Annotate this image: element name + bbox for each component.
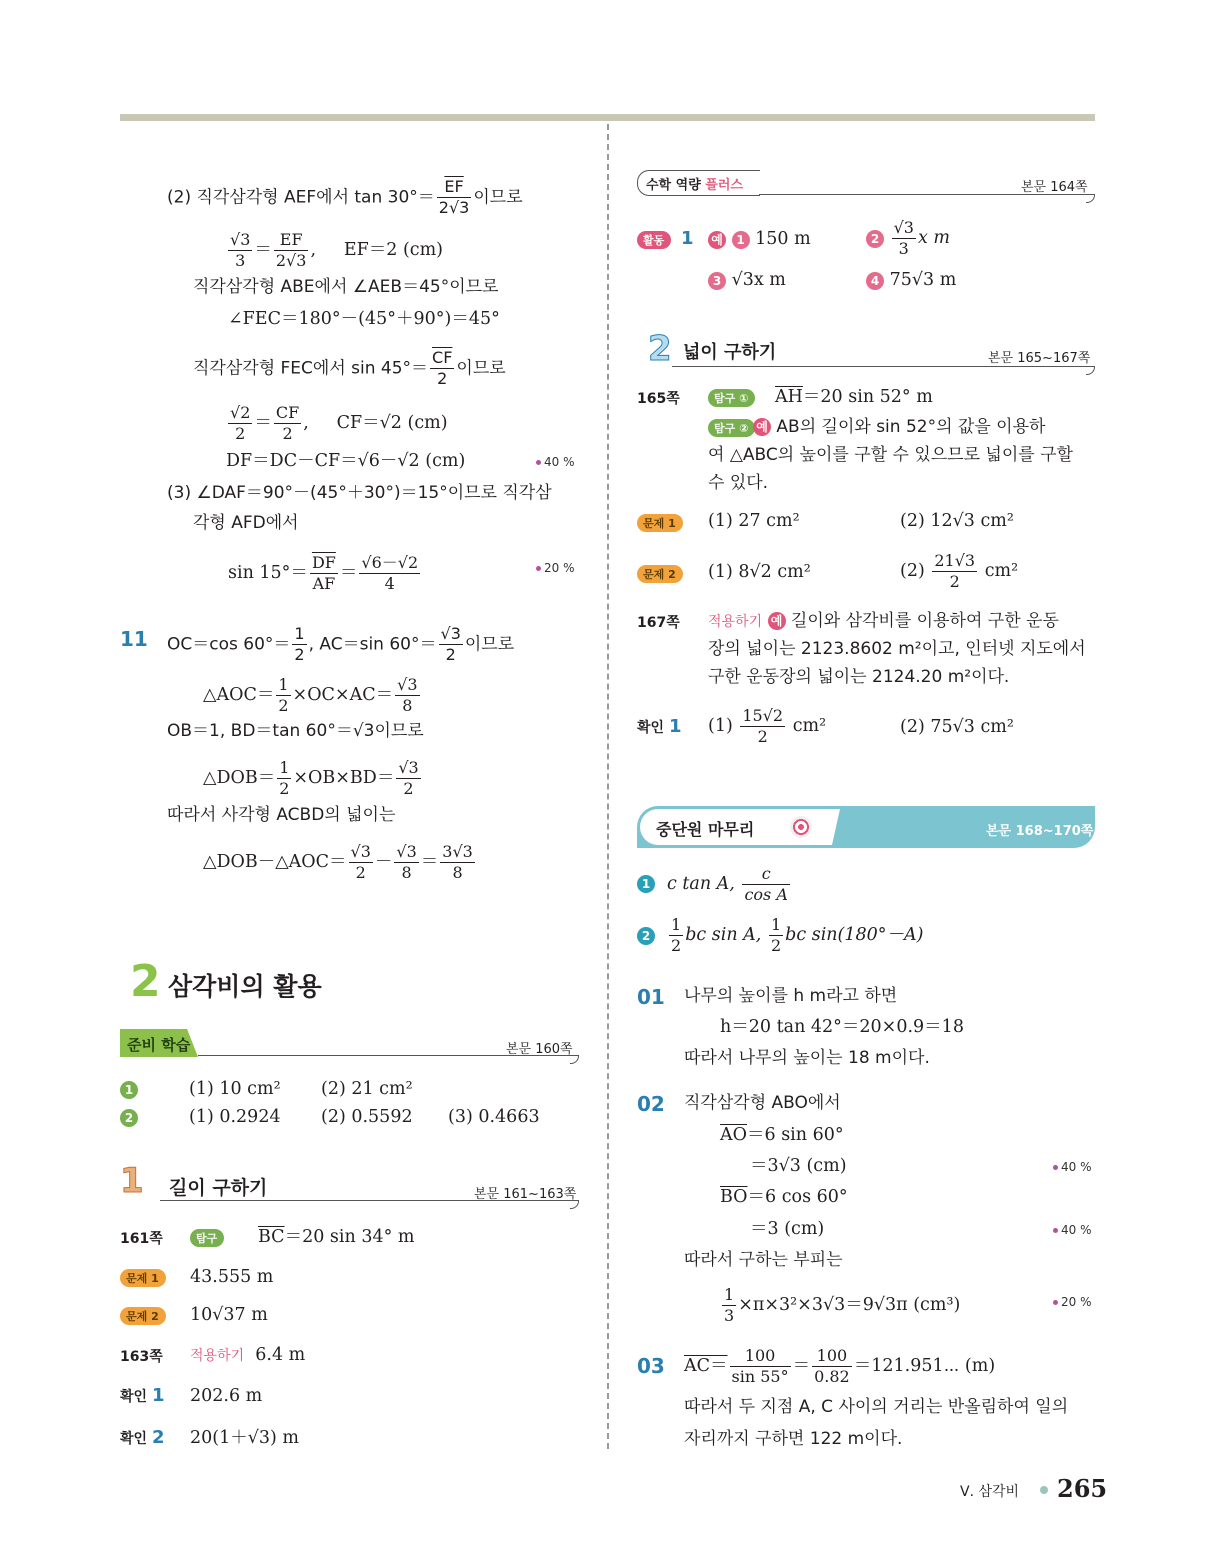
answer: 43.555 m (190, 1267, 274, 1287)
problem-tag: 문제 1 (120, 1269, 166, 1287)
apply-line: 적용하기 6.4 m (190, 1345, 306, 1365)
explore-tag: 탐구 ② (708, 419, 755, 437)
q11-line1: OC＝cos 60°＝ $\frac{1}{2}$ , AC＝sin 60°＝ $\frac{√3}{2}$ 이므로 (167, 624, 515, 664)
q11-line4: △DOB＝ $\frac{1}{2}$ ×OB×BD＝ $\frac{√3}{2}$ (203, 758, 419, 798)
q02-line1: 직각삼각형 ABO에서 (684, 1093, 841, 1113)
p3-line2: 각형 AFD에서 (193, 513, 299, 533)
top-rule (120, 114, 1095, 121)
activity-tag: 활동 (637, 231, 671, 249)
q02-line7: $\frac{1}{3}$ ×π×3²×3√3＝9√3π (cm³) (724, 1285, 961, 1325)
answer: $\overline{BC}=20$ sin 34° m (258, 1227, 415, 1247)
subsection-number: 2 (648, 329, 672, 369)
p3-line3: sin 15°＝ $\frac{\overline{DF}}{AF}$ ＝ $\frac{√6-√2}{4}$ (228, 553, 419, 593)
subsection-title: 길이 구하기 (169, 1177, 268, 1199)
review-2: 2 (637, 924, 655, 946)
review-1: 1 (637, 872, 655, 894)
p2-line3: 직각삼각형 ABE에서 ∠AEB＝45°이므로 (193, 277, 499, 297)
question-number: 01 (637, 985, 665, 1009)
answer: (2) $\frac{21√3}{2}$ cm² (900, 551, 1019, 591)
q01-line3: 따라서 나무의 높이는 18 m이다. (684, 1048, 930, 1068)
chapter-label: Ⅴ. 삼각비 (960, 1484, 1020, 1500)
answer: (2) 12√3 cm² (900, 511, 1014, 531)
explore-tag: 탐구 ① (708, 389, 755, 407)
prep-row2-b: (2) 0.5592 (321, 1107, 413, 1127)
review-title: 중단원 마무리 (656, 820, 755, 839)
problem-tag: 문제 1 (637, 514, 683, 532)
answer: 10√37 m (190, 1305, 268, 1325)
check-label: 확인 1 (120, 1385, 165, 1406)
prep-row1-b: (2) 21 cm² (321, 1079, 413, 1099)
answer: $\overline{AH}=20$ sin 52° m (775, 387, 933, 407)
section-number: 2 (130, 956, 161, 1007)
p2-line6: $\frac{√2}{2}$ ＝ $\frac{CF}{2}$ , CF＝√2 (cm) (230, 403, 448, 443)
q02-line5: ＝3 (cm) (750, 1219, 825, 1239)
page-label: 165쪽 (637, 391, 680, 407)
p3-line1: (3) ∠DAF＝90°－(45°＋30°)＝15°이므로 직각삼 (167, 483, 552, 503)
problem-tag: 문제 2 (120, 1307, 166, 1325)
score-percent: 20 % (536, 561, 575, 575)
explore-tag: 탐구 (190, 1229, 224, 1247)
subsection-number: 1 (120, 1161, 144, 1201)
plus-answer-1: 예 1 150 m (708, 228, 811, 250)
q02-line6: 따라서 구하는 부피는 (684, 1250, 843, 1270)
score-percent: 40 % (1053, 1160, 1092, 1174)
p2-line5: 직각삼각형 FEC에서 sin 45°＝ $\frac{\overline{CF}}{2}$ 이므로 (193, 348, 506, 388)
prep-row1: 1 (120, 1078, 138, 1100)
p2-line2: $\frac{√3}{3}$ ＝ $\frac{EF}{2√3}$ , EF＝2 (cm) (230, 230, 443, 270)
prep-row1-a: (1) 10 cm² (189, 1079, 281, 1099)
p167-line2: 장의 넓이는 2123.8602 m²이고, 인터넷 지도에서 (708, 639, 1086, 659)
plus-answer-4: 4 75√3 m (866, 269, 956, 291)
q01-line1: 나무의 높이를 h m라고 하면 (684, 986, 898, 1006)
answer: 20(1＋√3) m (190, 1428, 299, 1448)
q11-line6: △DOB－△AOC＝ $\frac{√3}{2}$ － $\frac{√3}{8}$ ＝ $\frac{3√3}{8}$ (203, 842, 473, 882)
prep-label: 준비 학습 (127, 1036, 191, 1054)
problem-tag: 문제 2 (637, 565, 683, 583)
answer: (1) 27 cm² (708, 511, 800, 531)
q11-line2: △AOC＝ $\frac{1}{2}$ ×OC×AC＝ $\frac{√3}{8}$ (203, 675, 418, 715)
q11-line3: OB＝1, BD＝tan 60°＝√3이므로 (167, 721, 424, 741)
page-reference: 본문 168~170쪽 (986, 824, 1094, 839)
answer: (2) 75√3 cm² (900, 717, 1014, 737)
q02-line2: $\overline{AO}=6$ sin 60° (720, 1125, 844, 1145)
answer: (1) 8√2 cm² (708, 562, 811, 582)
question-number: 11 (120, 627, 148, 651)
q02-line3: ＝3√3 (cm) (750, 1156, 847, 1176)
check-label: 확인 1 (637, 716, 682, 737)
p165-line1: 예 AB의 길이와 sin 52°의 값을 이용하 (775, 416, 1045, 438)
page-number: 265 (1057, 1474, 1108, 1503)
p165-line2: 여 △ABC의 높이를 구할 수 있으므로 넓이를 구할 (708, 445, 1073, 465)
page-label: 163쪽 (120, 1349, 163, 1365)
q03-line3: 자리까지 구하면 122 m이다. (684, 1429, 903, 1449)
p2-line7: DF＝DC－CF＝√6－√2 (cm) (226, 451, 466, 471)
plus-title: 수학 역량 플러스 (646, 178, 743, 193)
prep-row2: 2 (120, 1106, 138, 1128)
q03-line2: 따라서 두 지점 A, C 사이의 거리는 반올림하여 일의 (684, 1397, 1069, 1417)
check-label: 확인 2 (120, 1427, 165, 1448)
q01-line2: h＝20 tan 42°＝20×0.9＝18 (720, 1017, 964, 1037)
p167-line1: 적용하기 예 길이와 삼각비를 이용하여 구한 운동 (708, 611, 1059, 631)
question-number: 02 (637, 1092, 665, 1116)
subsection-underline (672, 366, 1094, 367)
page-reference: 본문 160쪽 (506, 1042, 573, 1057)
page-reference: 본문 165~167쪽 (988, 351, 1091, 366)
q11-line5: 따라서 사각형 ACBD의 넓이는 (167, 805, 396, 825)
plus-answer-3: 3 √3x m (708, 269, 786, 291)
answer: (1) $\frac{15√2}{2}$ cm² (708, 706, 827, 746)
plus-answer-2: 2 $\frac{√3}{3}$ x m (866, 218, 950, 259)
p2-line4: ∠FEC＝180°－(45°＋90°)＝45° (228, 309, 500, 329)
target-icon (790, 816, 812, 838)
p167-line3: 구한 운동장의 넓이는 2124.20 m²이다. (708, 667, 1010, 687)
p165-line3: 수 있다. (708, 473, 769, 493)
q02-line4: $\overline{BO}=6$ cos 60° (720, 1187, 848, 1207)
prep-row2-a: (1) 0.2924 (189, 1107, 281, 1127)
page-label: 161쪽 (120, 1231, 163, 1247)
activity-number: 1 (681, 228, 694, 249)
page-reference: 본문 161~163쪽 (474, 1187, 577, 1202)
p2-line1: (2) 직각삼각형 AEF에서 tan 30°＝ $\frac{\overline{EF}}{2√3}$ 이므로 (167, 177, 523, 217)
prep-row2-c: (3) 0.4663 (448, 1107, 540, 1127)
review-2-answer: $\frac{1}{2}$ bc sin A, $\frac{1}{2}$ bc sin(180°－A) (671, 915, 924, 955)
subsection-title: 넓이 구하기 (683, 342, 777, 363)
review-1-answer: c tan A, $\frac{c}{\text{cos A}}$ (667, 864, 788, 904)
section-title: 삼각비의 활용 (168, 972, 322, 1001)
page-reference: 본문 164쪽 (1021, 180, 1088, 195)
q03-line1: AC＝ $\frac{100}{\sin 55^\circ}$ ＝ $\frac{100}{0.82}$ ＝121.951⋯ (m) (684, 1346, 996, 1386)
column-divider (607, 124, 609, 1449)
footer-dot (1040, 1486, 1048, 1494)
question-number: 03 (637, 1354, 665, 1378)
score-percent: 20 % (1053, 1295, 1092, 1309)
score-percent: 40 % (536, 455, 575, 469)
page-label: 167쪽 (637, 615, 680, 631)
score-percent: 40 % (1053, 1223, 1092, 1237)
answer: 202.6 m (190, 1386, 263, 1406)
